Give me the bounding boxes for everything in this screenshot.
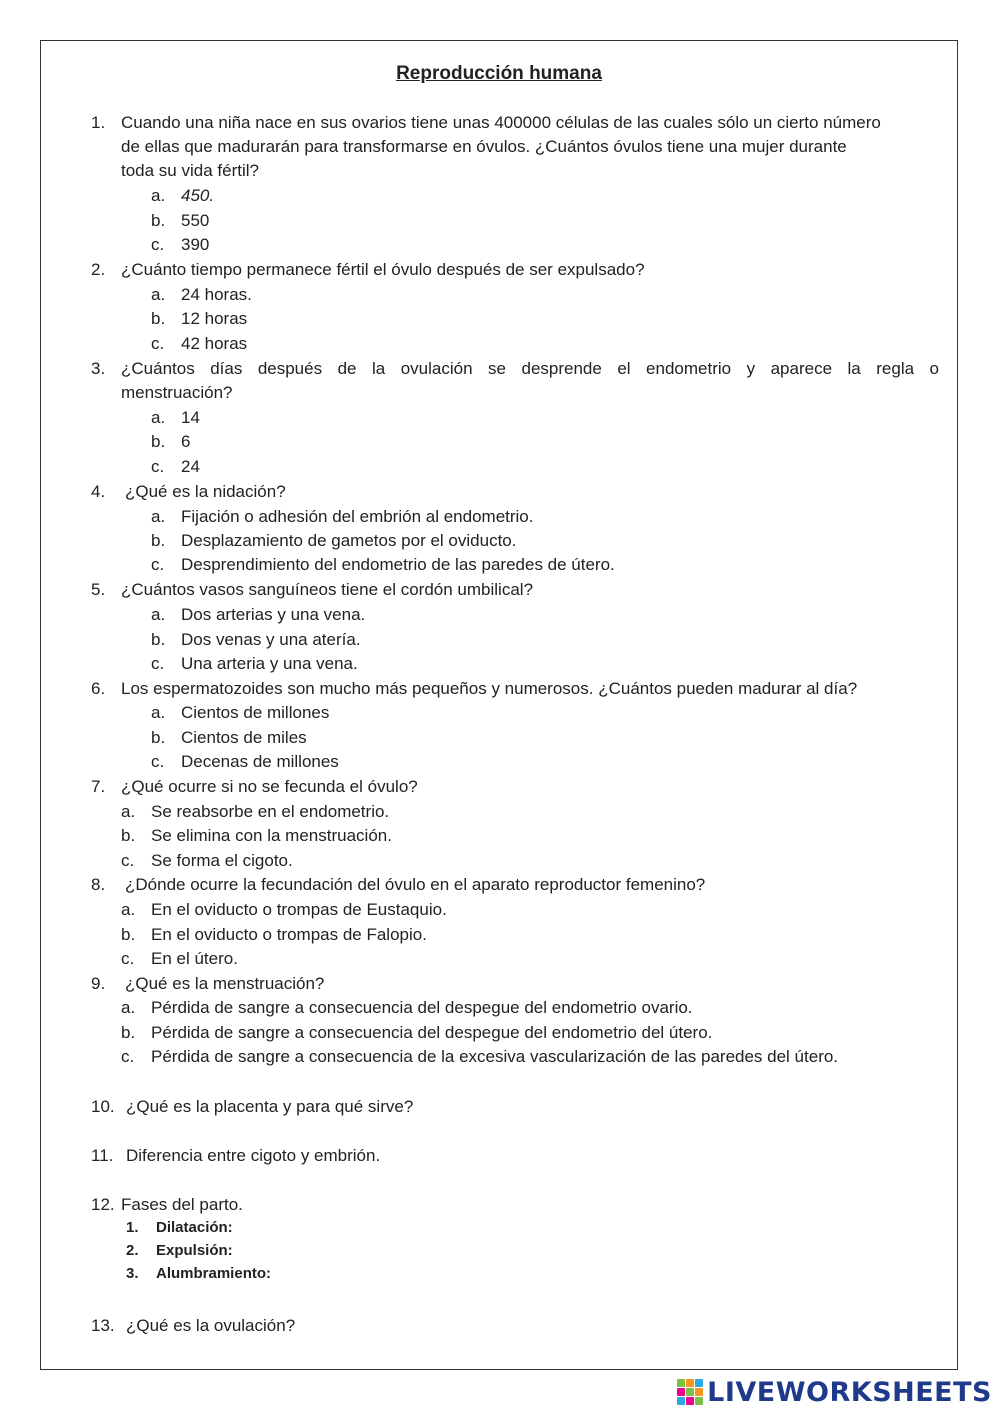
option-letter: c. xyxy=(151,334,165,353)
option-letter: a. xyxy=(151,605,166,624)
option-letter: b. xyxy=(151,309,166,328)
question-number: 9. xyxy=(91,974,106,993)
logo-tile xyxy=(695,1388,703,1396)
option-letter: a. xyxy=(151,408,166,427)
question-text: ¿Qué es la ovulación? xyxy=(126,1316,296,1335)
question-number: 7. xyxy=(91,777,106,796)
question-text: Los espermatozoides son mucho más pequeños y numerosos. ¿Cuántos pueden madurar al día? xyxy=(121,679,858,698)
question-text: Fases del parto. xyxy=(121,1195,243,1214)
option-letter: c. xyxy=(121,1047,135,1066)
phase-label: Expulsión: xyxy=(156,1242,233,1259)
worksheet-page xyxy=(40,40,958,1370)
question-number: 6. xyxy=(91,679,106,698)
liveworksheets-brand[interactable] xyxy=(677,1377,992,1407)
question-number: 1. xyxy=(91,113,106,132)
logo-tile xyxy=(677,1379,685,1387)
logo-tile xyxy=(695,1397,703,1405)
option-text: Pérdida de sangre a consecuencia del despegue del endometrio del útero. xyxy=(151,1023,713,1042)
option-text: Dos arterias y una vena. xyxy=(181,605,366,624)
option-letter: a. xyxy=(151,507,166,526)
option-letter: b. xyxy=(121,826,136,845)
option-letter: a. xyxy=(151,285,166,304)
option-text: Pérdida de sangre a consecuencia del despegue del endometrio ovario. xyxy=(151,998,693,1017)
logo-tile xyxy=(695,1379,703,1387)
question-text: ¿Cuántos vasos sanguíneos tiene el cordón umbilical? xyxy=(121,580,534,599)
option-text: En el oviducto o trompas de Falopio. xyxy=(151,925,427,944)
phase-number: 2. xyxy=(126,1242,139,1259)
option-text: Dos venas y una atería. xyxy=(181,630,361,649)
option-text: 24 xyxy=(181,457,200,476)
question-text-line: menstruación? xyxy=(121,383,233,402)
question-number: 5. xyxy=(91,580,106,599)
option-letter: a. xyxy=(151,703,166,722)
option-text: Fijación o adhesión del embrión al endometrio. xyxy=(181,507,534,526)
logo-tile xyxy=(686,1397,694,1405)
question-text: Diferencia entre cigoto y embrión. xyxy=(126,1146,381,1165)
question-text-line: Cuando una niña nace en sus ovarios tiene unas 400000 células de las cuales sólo un cierto número xyxy=(121,113,881,132)
option-text: 14 xyxy=(181,408,200,427)
option-text: Una arteria y una vena. xyxy=(181,654,358,673)
phase-label: Alumbramiento: xyxy=(156,1265,272,1282)
question-number: 13. xyxy=(91,1316,115,1335)
question-number: 12. xyxy=(91,1195,115,1214)
option-text: 12 horas xyxy=(181,309,248,328)
option-text: 6 xyxy=(181,432,191,451)
option-text: Desprendimiento del endometrio de las paredes de útero. xyxy=(181,555,615,574)
option-text: Pérdida de sangre a consecuencia de la excesiva vascularización de las paredes del útero. xyxy=(151,1047,839,1066)
option-letter: b. xyxy=(151,630,166,649)
option-text: Se reabsorbe en el endometrio. xyxy=(151,802,390,821)
option-text: 390 xyxy=(181,235,210,254)
option-letter: c. xyxy=(121,851,135,870)
option-text: 550 xyxy=(181,211,210,230)
question-number: 2. xyxy=(91,260,106,279)
option-text: En el útero. xyxy=(151,949,238,968)
liveworksheets-logo-icon xyxy=(677,1379,703,1405)
option-text: 42 horas xyxy=(181,334,248,353)
option-letter: b. xyxy=(151,531,166,550)
option-text: Se forma el cigoto. xyxy=(151,851,293,870)
page-title: Reproducción humana xyxy=(396,63,602,84)
question-text-line: toda su vida fértil? xyxy=(121,161,259,180)
option-text: Desplazamiento de gametos por el oviducto. xyxy=(181,531,517,550)
option-letter: a. xyxy=(121,802,136,821)
option-text: Decenas de millones xyxy=(181,752,339,771)
option-text: 24 horas. xyxy=(181,285,252,304)
question-number: 4. xyxy=(91,482,106,501)
option-letter: b. xyxy=(121,925,136,944)
option-letter: c. xyxy=(151,235,165,254)
option-text: 450. xyxy=(181,186,215,205)
phase-number: 1. xyxy=(126,1219,139,1236)
option-text: En el oviducto o trompas de Eustaquio. xyxy=(151,900,447,919)
option-letter: a. xyxy=(121,998,136,1017)
question-text: ¿Qué es la menstruación? xyxy=(125,974,325,993)
option-letter: b. xyxy=(121,1023,136,1042)
question-number: 8. xyxy=(91,875,106,894)
logo-tile xyxy=(677,1397,685,1405)
question-number: 11. xyxy=(91,1146,114,1165)
option-letter: c. xyxy=(121,949,135,968)
question-text: ¿Dónde ocurre la fecundación del óvulo en el aparato reproductor femenino? xyxy=(125,875,706,894)
question-text-line: ¿Cuántos días después de la ovulación se desprende el endometrio y aparece la regla o xyxy=(121,359,939,378)
option-text: Cientos de miles xyxy=(181,728,307,747)
question-text: ¿Qué es la placenta y para qué sirve? xyxy=(126,1097,414,1116)
logo-tile xyxy=(686,1388,694,1396)
brand-name: LIVEWORKSHEETS xyxy=(707,1376,992,1408)
option-letter: b. xyxy=(151,211,166,230)
question-text-line: de ellas que madurarán para transformarse en óvulos. ¿Cuántos óvulos tiene una mujer durante xyxy=(121,137,847,156)
option-letter: b. xyxy=(151,432,166,451)
logo-tile xyxy=(677,1388,685,1396)
question-text: ¿Qué ocurre si no se fecunda el óvulo? xyxy=(121,777,418,796)
question-text: ¿Cuánto tiempo permanece fértil el óvulo después de ser expulsado? xyxy=(121,260,645,279)
option-text: Cientos de millones xyxy=(181,703,330,722)
option-letter: a. xyxy=(121,900,136,919)
question-text: ¿Qué es la nidación? xyxy=(125,482,286,501)
question-number: 10. xyxy=(91,1097,115,1116)
option-text: Se elimina con la menstruación. xyxy=(151,826,392,845)
logo-tile xyxy=(686,1379,694,1387)
option-letter: b. xyxy=(151,728,166,747)
option-letter: c. xyxy=(151,555,165,574)
option-letter: c. xyxy=(151,752,165,771)
option-letter: a. xyxy=(151,186,166,205)
option-letter: c. xyxy=(151,654,165,673)
option-letter: c. xyxy=(151,457,165,476)
phase-label: Dilatación: xyxy=(156,1219,233,1236)
question-number: 3. xyxy=(91,359,106,378)
phase-number: 3. xyxy=(126,1265,139,1282)
